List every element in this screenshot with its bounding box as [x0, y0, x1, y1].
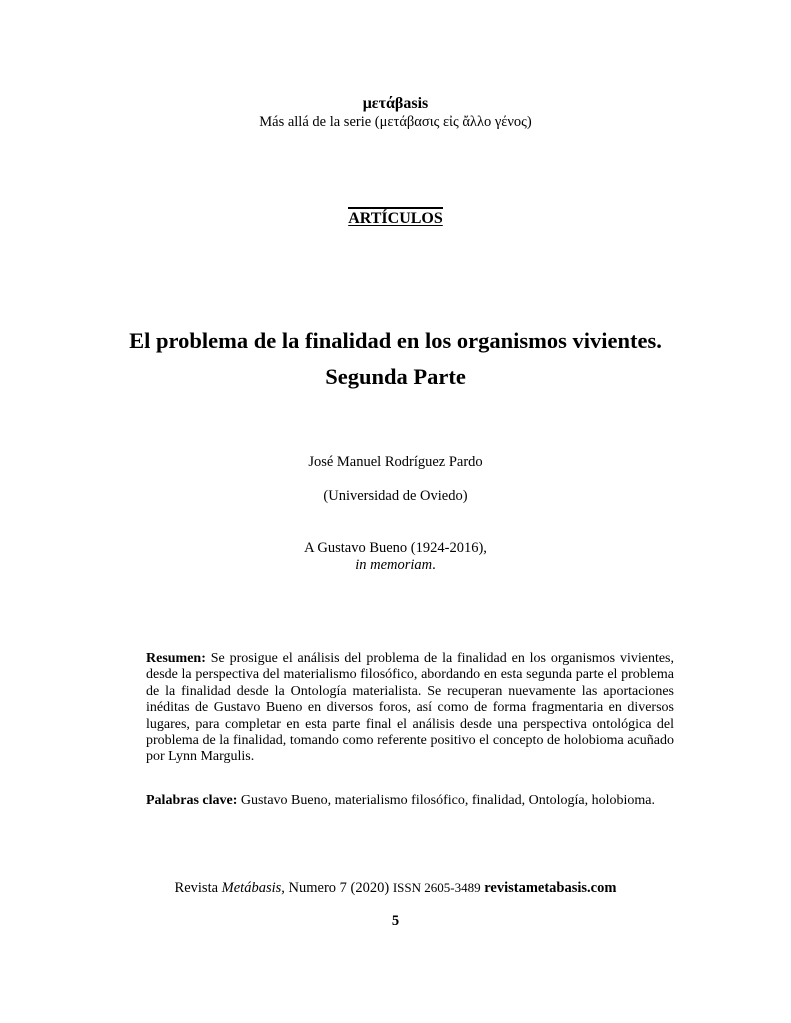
dedication-memoriam [0, 557, 791, 574]
article-title: El problema de la finalidad en los organismos vivientes. [129, 328, 662, 353]
abstract-label: Resumen: [146, 651, 206, 666]
journal-footer [0, 879, 791, 897]
author-affiliation: (Universidad de Oviedo) [323, 488, 468, 504]
keywords [146, 793, 674, 809]
dedication [0, 540, 791, 574]
footer-issn: ISSN 2605-3489 [392, 880, 481, 895]
dedication-italic: in memoriam [355, 557, 433, 573]
dedication-line: A Gustavo Bueno (1924-2016), [304, 540, 487, 556]
article-subtitle: Segunda Parte [325, 364, 466, 389]
dedication-period: . [432, 557, 436, 573]
author-name: José Manuel Rodríguez Pardo [308, 454, 483, 470]
journal-name: μετάβasis [362, 95, 429, 112]
abstract [146, 651, 674, 766]
footer-prefix: Revista [174, 880, 222, 896]
keywords-label: Palabras clave: [146, 793, 238, 808]
footer-journal-name: Metábasis [221, 880, 282, 896]
section-label-text: ARTÍCULOS [348, 207, 443, 228]
footer-website-link[interactable]: revistametabasis.com [484, 880, 617, 896]
journal-subtitle: Más allá de la serie (μετάβασις εἰς ἄλλο γένος) [259, 114, 532, 130]
keywords-text: Gustavo Bueno, materialismo filosófico, finalidad, Ontología, holobioma. [240, 793, 655, 808]
page-number: 5 [391, 913, 400, 929]
footer-issue: , Numero 7 (2020) [281, 880, 393, 896]
abstract-text: Se prosigue el análisis del problema de la finalidad en los organismos vivientes, desde la perspectiva del materialismo filosófico, abordando en esta segunda parte el problema de la finalidad desde la Ontología materialista. Se recuperan nuevamente las aportaciones inéditas de Gustavo Bueno en diversos foros, así como de forma fragmentaria en diversos lugares, para completar en esta parte final el análisis desde una perspectiva ontológica del problema de la finalidad, tomando como referente positivo el concepto de holobioma acuñado por Lynn Margulis. [146, 651, 674, 765]
section-label [0, 207, 791, 228]
